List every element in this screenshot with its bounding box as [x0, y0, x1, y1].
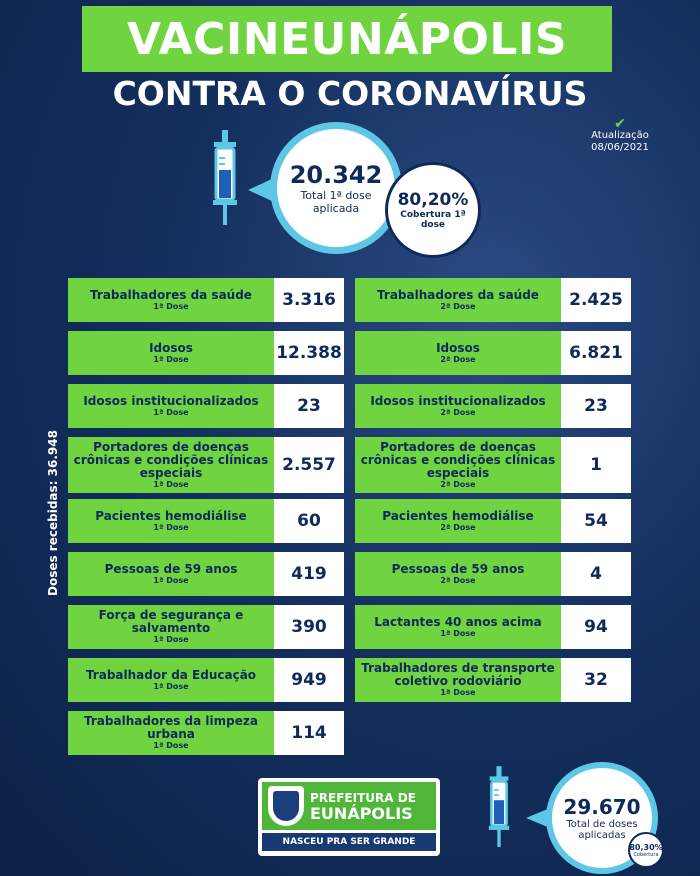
row-title: Trabalhadores da saúde — [377, 287, 539, 302]
row-title: Idosos — [436, 340, 480, 355]
row-dose: 1ª Dose — [153, 635, 189, 644]
row-dose: 1ª Dose — [153, 407, 189, 417]
row-value: 54 — [561, 499, 631, 543]
row-value: 949 — [274, 658, 344, 702]
row-dose: 1ª Dose — [153, 479, 189, 489]
row-value: 3.316 — [274, 278, 344, 322]
table-row — [355, 437, 631, 493]
row-value: 1 — [561, 437, 631, 493]
row-dose: 1ª Dose — [153, 522, 189, 532]
table-row — [355, 658, 631, 702]
row-dose: 1ª Dose — [440, 628, 476, 638]
syringe-icon — [205, 130, 245, 226]
table-row — [355, 499, 631, 543]
row-label — [68, 605, 274, 649]
row-title: Trabalhador da Educação — [85, 667, 257, 682]
row-title: Trabalhadores da saúde — [90, 287, 252, 302]
logo-slogan: NASCEU PRA SER GRANDE — [262, 833, 436, 851]
table-row — [68, 384, 344, 428]
total-coverage-label: Cobertura — [633, 851, 659, 858]
update-info — [560, 118, 680, 154]
row-value: 390 — [274, 605, 344, 649]
check-icon: ✔ — [614, 116, 626, 132]
coverage-bubble — [385, 162, 481, 258]
row-dose: 2ª Dose — [440, 479, 476, 489]
row-title: Portadores de doenças crônicas e condições clínicas especiais — [73, 439, 269, 480]
total-coverage-bubble — [628, 832, 664, 868]
row-title: Idosos — [149, 340, 193, 355]
row-value: 23 — [274, 384, 344, 428]
row-title: Lactantes 40 anos acima — [374, 614, 542, 629]
row-label — [68, 499, 274, 543]
table-row — [68, 278, 344, 322]
row-label — [68, 711, 274, 755]
row-dose: 2ª Dose — [440, 575, 476, 585]
syringe-icon — [482, 766, 516, 848]
logo-line1: PREFEITURA DE — [310, 791, 416, 805]
row-value: 2.425 — [561, 278, 631, 322]
row-label — [355, 384, 561, 428]
row-title: Idosos institucionalizados — [83, 393, 259, 408]
coverage-label: Cobertura 1ª dose — [400, 210, 466, 230]
row-dose: 1ª Dose — [153, 301, 189, 311]
table-row — [355, 605, 631, 649]
row-label — [68, 552, 274, 596]
row-value: 6.821 — [561, 331, 631, 375]
row-label — [68, 331, 274, 375]
update-date: 08/06/2021 — [591, 142, 649, 153]
first-dose-total: 20.342 — [289, 161, 383, 189]
row-dose: 1ª Dose — [153, 681, 189, 691]
table-row — [68, 552, 344, 596]
row-label — [355, 605, 561, 649]
first-dose-bubble — [270, 122, 402, 254]
row-value: 114 — [274, 711, 344, 755]
page-title: VACINEUNÁPOLIS — [126, 13, 568, 65]
logo-line2: EUNÁPOLIS — [310, 804, 413, 823]
row-label — [355, 499, 561, 543]
total-doses-label: Total de doses aplicadas — [566, 819, 638, 841]
row-dose: 1ª Dose — [153, 741, 189, 750]
row-title: Idosos institucionalizados — [370, 393, 546, 408]
table-row — [68, 331, 344, 375]
row-value: 60 — [274, 499, 344, 543]
update-label: Atualização — [591, 130, 649, 141]
row-title: Pacientes hemodiálise — [95, 508, 247, 523]
row-label — [68, 658, 274, 702]
row-title: Pessoas de 59 anos — [104, 561, 238, 576]
coat-of-arms-icon — [268, 786, 304, 826]
table-row — [68, 605, 344, 649]
first-dose-label: Total 1ª dose aplicada — [300, 189, 372, 215]
row-dose: 2ª Dose — [440, 407, 476, 417]
row-label — [355, 331, 561, 375]
row-title: Trabalhadores da limpeza urbana — [84, 714, 258, 741]
row-label — [355, 658, 561, 702]
table-row — [355, 552, 631, 596]
row-label — [68, 384, 274, 428]
row-title: Portadores de doenças crônicas e condições clínicas especiais — [360, 439, 556, 480]
page-subtitle: CONTRA O CORONAVÍRUS — [112, 74, 588, 113]
row-title: Força de segurança e salvamento — [98, 608, 244, 635]
table-row — [68, 711, 344, 755]
row-label — [355, 437, 561, 493]
total-doses-value: 29.670 — [563, 795, 641, 819]
row-dose: 2ª Dose — [440, 354, 476, 364]
total-coverage-value: 80,30% — [629, 842, 663, 852]
row-label — [355, 278, 561, 322]
row-label — [68, 437, 274, 493]
row-value: 32 — [561, 658, 631, 702]
table-row — [355, 331, 631, 375]
row-label — [355, 552, 561, 596]
title-banner — [82, 6, 612, 72]
row-dose: 2ª Dose — [440, 522, 476, 532]
row-value: 419 — [274, 552, 344, 596]
row-title: Pessoas de 59 anos — [391, 561, 525, 576]
row-value: 23 — [561, 384, 631, 428]
row-dose: 2ª Dose — [440, 301, 476, 311]
row-value: 2.557 — [274, 437, 344, 493]
doses-received-label: Doses recebidas: 36.948 — [46, 430, 60, 596]
row-value: 94 — [561, 605, 631, 649]
table-row — [68, 437, 344, 493]
row-value: 12.388 — [274, 331, 344, 375]
table-row — [68, 658, 344, 702]
table-row — [68, 499, 344, 543]
row-dose: 1ª Dose — [440, 688, 476, 697]
prefeitura-logo — [258, 778, 440, 856]
row-dose: 1ª Dose — [153, 575, 189, 585]
row-title: Pacientes hemodiálise — [382, 508, 534, 523]
row-label — [68, 278, 274, 322]
table-row — [355, 278, 631, 322]
table-row — [355, 384, 631, 428]
row-value: 4 — [561, 552, 631, 596]
row-dose: 1ª Dose — [153, 354, 189, 364]
row-title: Trabalhadores de transporte coletivo rodoviário — [361, 661, 555, 688]
coverage-value: 80,20% — [397, 190, 469, 210]
